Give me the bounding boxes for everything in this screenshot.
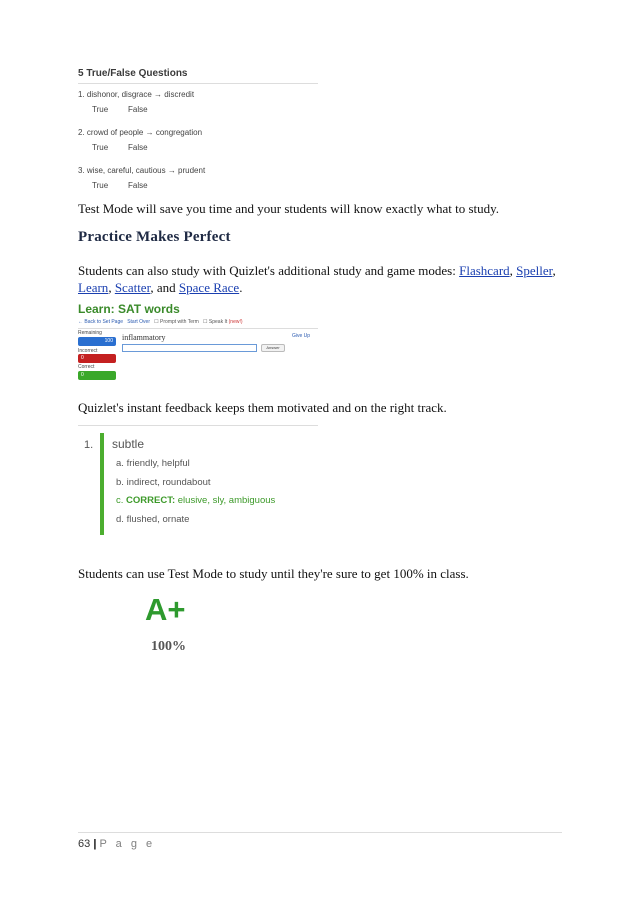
choice-a[interactable] xyxy=(116,458,190,469)
choice-text: flushed, ornate xyxy=(126,514,190,525)
grade-percent: 100% xyxy=(151,639,186,654)
tf-options xyxy=(78,143,318,152)
page-number: 63 xyxy=(78,838,91,850)
choice-letter: b. xyxy=(116,477,124,488)
choice-text: indirect, roundabout xyxy=(126,477,211,488)
correct-indicator-bar xyxy=(100,433,104,535)
choice-d[interactable] xyxy=(116,514,189,525)
tf-title: 5 True/False Questions xyxy=(78,68,318,84)
tf-options xyxy=(78,105,318,114)
grade-letter: A+ xyxy=(145,592,186,627)
text: , and xyxy=(150,280,179,295)
correct-bar xyxy=(78,371,116,380)
page-footer xyxy=(78,838,155,850)
choice-text: elusive, sly, ambiguous xyxy=(177,495,276,506)
divider xyxy=(78,425,318,426)
footer-separator: | xyxy=(93,838,97,850)
learn-toolbar xyxy=(78,319,318,329)
start-over-link[interactable]: Start Over xyxy=(127,319,150,325)
section-heading: Practice Makes Perfect xyxy=(78,229,231,245)
tf-false[interactable]: False xyxy=(128,143,148,152)
incorrect-label: Incorrect xyxy=(78,348,98,354)
give-up-link[interactable]: Give Up xyxy=(292,333,311,339)
footer-divider xyxy=(78,832,562,833)
tf-question: 2. crowd of people → congregation xyxy=(78,128,203,137)
learn-term: inflammatory xyxy=(122,333,166,342)
back-link[interactable]: ← Back to Set Page xyxy=(78,319,124,325)
question-word: subtle xyxy=(112,437,145,451)
prompt-term-checkbox[interactable]: ☐ Prompt with Term xyxy=(154,319,199,325)
page-label: P a g e xyxy=(99,838,156,850)
learn-mode-image xyxy=(78,302,318,382)
text: , xyxy=(552,263,556,278)
paragraph: Test Mode will save you time and your students will know exactly what to study. xyxy=(78,201,500,216)
text: , xyxy=(108,280,115,295)
correct-label: Correct xyxy=(78,364,95,370)
choice-b[interactable] xyxy=(116,477,211,488)
remaining-value: 100 xyxy=(104,338,113,344)
tf-false[interactable]: False xyxy=(128,105,148,114)
link-learn[interactable]: Learn xyxy=(78,280,109,295)
paragraph: Quizlet's instant feedback keeps them motivated and on the right track. xyxy=(78,400,447,415)
tf-question: 3. wise, careful, cautious → prudent xyxy=(78,166,206,175)
answer-button[interactable]: Answer xyxy=(261,344,285,352)
choice-letter: c. xyxy=(116,495,124,506)
remaining-label: Remaining xyxy=(78,330,102,336)
tf-questions-image xyxy=(78,68,318,190)
text: Students can also study with Quizlet's additional study and game modes: xyxy=(78,263,460,278)
text: . xyxy=(239,280,243,295)
tf-true[interactable]: True xyxy=(92,181,109,190)
remaining-bar xyxy=(78,337,116,346)
link-speller[interactable]: Speller xyxy=(516,263,553,278)
link-scatter[interactable]: Scatter xyxy=(114,280,151,295)
question-number: 1. xyxy=(84,439,94,451)
tf-false[interactable]: False xyxy=(128,181,148,190)
incorrect-value: 0 xyxy=(81,355,84,361)
link-space-race[interactable]: Space Race xyxy=(178,280,240,295)
speak-it-checkbox[interactable]: ☐ Speak It xyxy=(203,319,228,325)
tf-question: 1. dishonor, disgrace → discredit xyxy=(78,90,195,99)
paragraph: Students can use Test Mode to study until they're sure to get 100% in class. xyxy=(78,566,469,581)
paragraph-study-modes xyxy=(78,262,558,296)
answer-input[interactable] xyxy=(122,344,257,352)
multiple-choice-image xyxy=(78,425,318,543)
link-flashcard[interactable]: Flashcard xyxy=(459,263,510,278)
new-badge: (new!) xyxy=(228,319,243,325)
correct-label: CORRECT: xyxy=(126,495,176,506)
learn-title: Learn: SAT words xyxy=(78,302,180,316)
choice-letter: d. xyxy=(116,514,124,525)
text: , xyxy=(509,263,517,278)
incorrect-bar xyxy=(78,354,116,363)
correct-value: 0 xyxy=(81,372,84,378)
choice-text: friendly, helpful xyxy=(126,458,190,469)
tf-true[interactable]: True xyxy=(92,105,109,114)
choice-letter: a. xyxy=(116,458,124,469)
tf-options xyxy=(78,181,318,190)
choice-c[interactable] xyxy=(116,495,275,506)
tf-true[interactable]: True xyxy=(92,143,109,152)
